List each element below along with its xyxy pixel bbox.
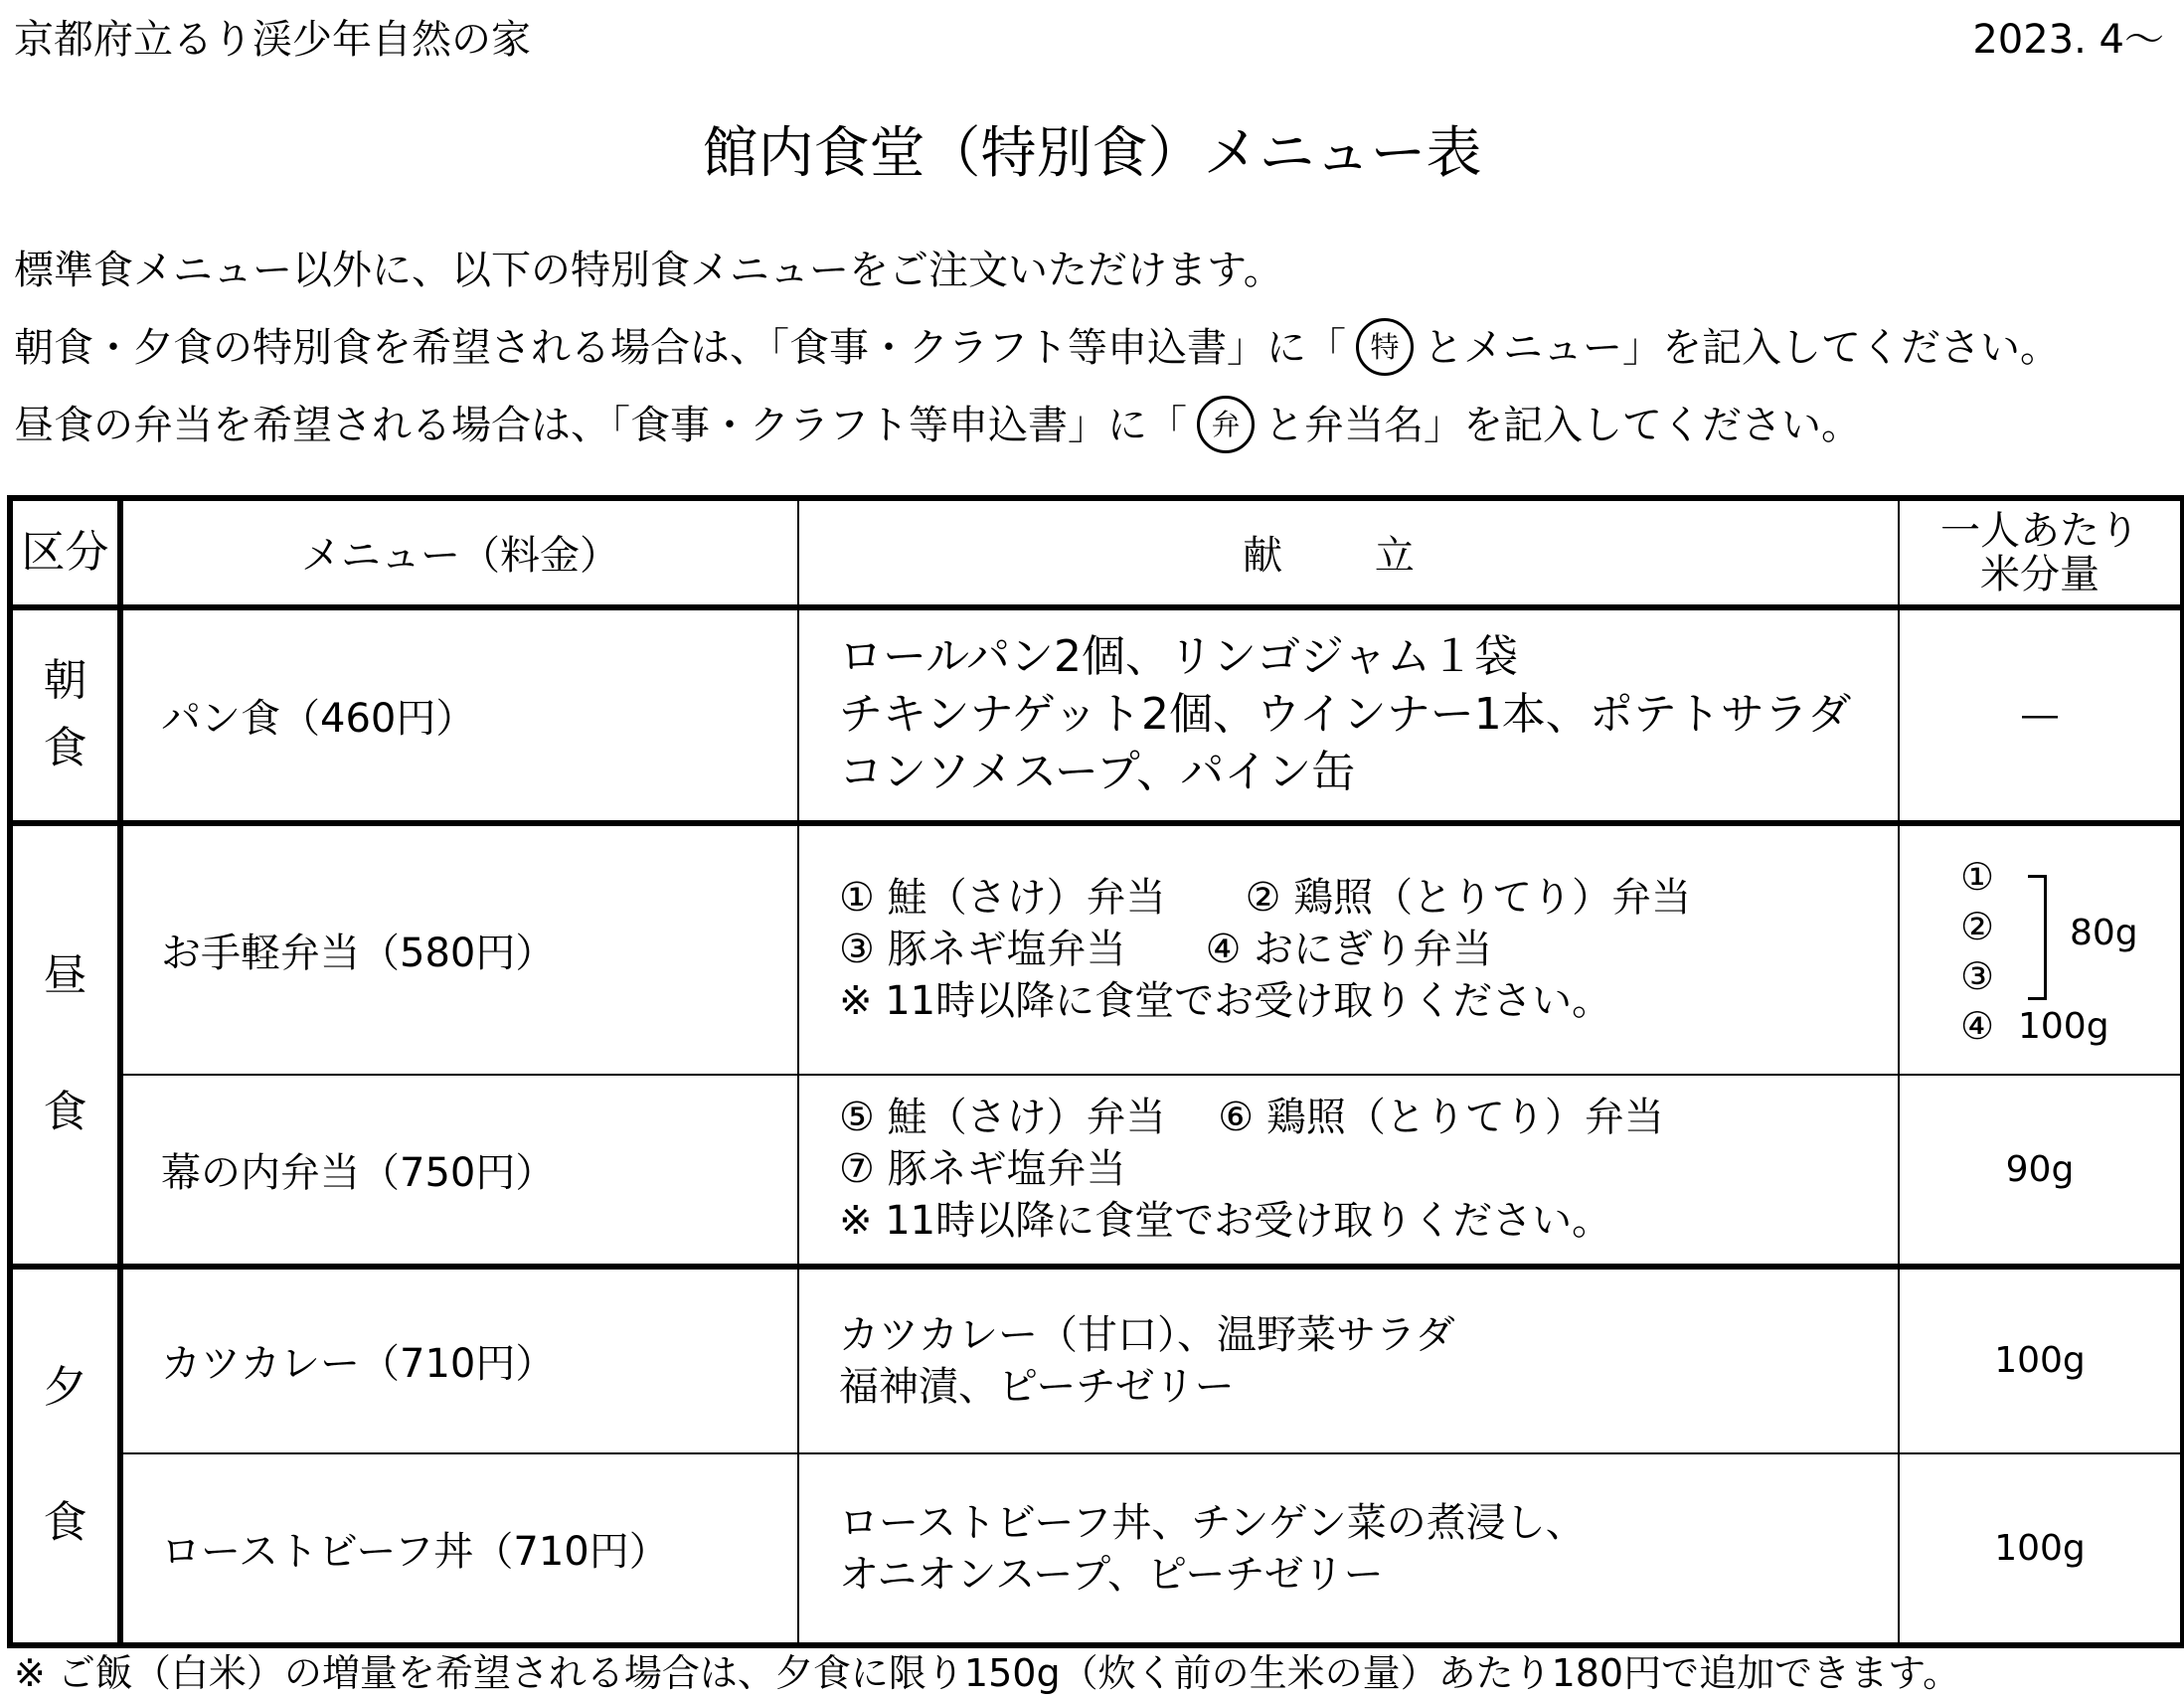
organization-name: 京都府立るり渓少年自然の家 <box>14 17 531 63</box>
header-rice-line2: 米分量 <box>1980 551 2100 597</box>
rice-single-value: 100g <box>2018 1006 2109 1048</box>
menu-name-roast-beef: ローストビーフ丼（710円） <box>120 1453 798 1645</box>
kubun-breakfast: 朝 食 <box>10 607 120 823</box>
header-kondate-label: 献 立 <box>1243 533 1454 580</box>
menu-name-pan: パン食（460円） <box>120 607 798 823</box>
kubun-lunch: 昼 食 <box>10 823 120 1267</box>
header-rice <box>1899 498 2183 607</box>
rice-circle-2: ② <box>1960 905 1995 949</box>
rice-circle-3: ③ <box>1960 954 1995 999</box>
intro-line-2-after: とメニュー」を記入してください。 <box>1424 325 2060 371</box>
menu-name-otegaru: お手軽弁当（580円） <box>120 823 798 1076</box>
menu-name-makunouchi: 幕の内弁当（750円） <box>120 1075 798 1267</box>
kondate-pan: ロールパン2個、リンゴジャム１袋 チキンナゲット2個、ウインナー1本、ポテトサラダ コンソメスープ、パイン缶 <box>798 607 1899 823</box>
intro-line-3-after: と弁当名」を記入してください。 <box>1264 403 1861 448</box>
effective-date: 2023. 4～ <box>1972 17 2164 63</box>
menu-name-katsu-curry: カツカレー（710円） <box>120 1267 798 1454</box>
dinner-row-1 <box>10 1267 2183 1454</box>
rice-katsu-curry: 100g <box>1899 1267 2183 1454</box>
rice-otegaru-block <box>1940 855 2179 1049</box>
kubun-dinner: 夕 食 <box>10 1267 120 1645</box>
toku-badge-icon: 特 <box>1356 318 1414 376</box>
page-title: 館内食堂（特別食）メニュー表 <box>702 121 1482 186</box>
kondate-katsu-curry: カツカレー（甘口）、温野菜サラダ 福神漬、ピーチゼリー <box>798 1267 1899 1454</box>
rice-otegaru <box>1899 823 2183 1076</box>
header-kondate <box>798 498 1899 607</box>
table-header-row <box>10 498 2183 607</box>
intro-line-2-before: 朝食・夕食の特別食を希望される場合は、「食事・クラフト等申込書」に「 <box>14 325 1346 371</box>
dinner-row-2 <box>10 1453 2183 1645</box>
rice-group-value: 80g <box>2070 913 2138 954</box>
header-kubun: 区分 <box>10 498 120 607</box>
header-rice-line1: 一人あたり <box>1940 507 2139 554</box>
rice-circle-1: ① <box>1960 855 1995 900</box>
kondate-roast-beef: ローストビーフ丼、チンゲン菜の煮浸し、 オニオンスープ、ピーチゼリー <box>798 1453 1899 1645</box>
intro-line-3 <box>14 394 1861 456</box>
rice-roast-beef: 100g <box>1899 1453 2183 1645</box>
intro-line-2 <box>14 316 2060 379</box>
ben-badge-icon: 弁 <box>1197 396 1255 453</box>
kondate-otegaru: ① 鮭（さけ）弁当 ② 鶏照（とりてり）弁当 ③ 豚ネギ塩弁当 ④ おにぎり弁当 ※ 11時以降に食堂でお受け取りください。 <box>798 823 1899 1076</box>
intro-line-3-before: 昼食の弁当を希望される場合は、「食事・クラフト等申込書」に「 <box>14 403 1187 448</box>
rice-pan: ― <box>1899 607 2183 823</box>
lunch-row-1 <box>10 823 2183 1076</box>
menu-table <box>7 495 2184 1648</box>
rice-circle-4: ④ <box>1960 1004 1995 1049</box>
footnote: ※ ご飯（白米）の増量を希望される場合は、夕食に限り150g（炊く前の生米の量）あたり180円で追加できます。 <box>14 1651 1961 1695</box>
rice-makunouchi: 90g <box>1899 1075 2183 1267</box>
kondate-makunouchi: ⑤ 鮭（さけ）弁当 ⑥ 鶏照（とりてり）弁当 ⑦ 豚ネギ塩弁当 ※ 11時以降に食堂でお受け取りください。 <box>798 1075 1899 1267</box>
header-menu: メニュー（料金） <box>120 498 798 607</box>
rice-group-bracket <box>2028 875 2047 1000</box>
lunch-row-2 <box>10 1075 2183 1267</box>
intro-line-1: 標準食メニュー以外に、以下の特別食メニューをご注文いただけます。 <box>14 248 1283 293</box>
breakfast-row <box>10 607 2183 823</box>
